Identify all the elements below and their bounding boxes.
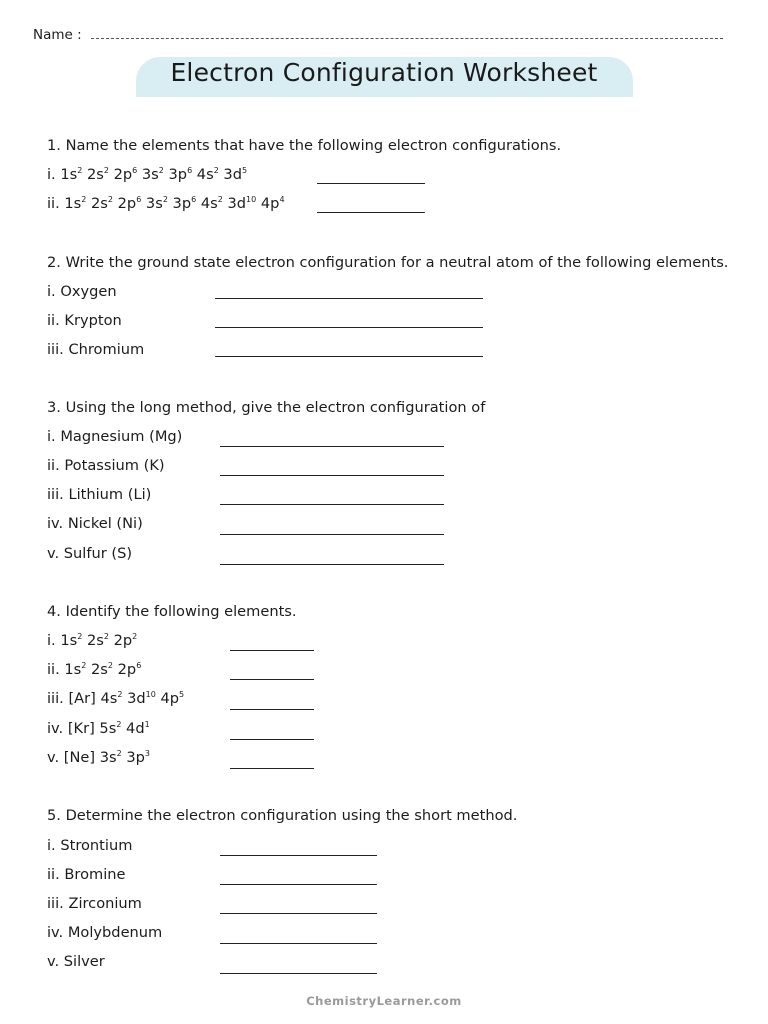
q2-item-2: ii. Krypton [47, 312, 122, 329]
q3-answer-line-2[interactable] [220, 475, 444, 476]
footer-credit: ChemistryLearner.com [306, 994, 462, 1008]
worksheet-title: Electron Configuration Worksheet [170, 58, 598, 87]
q1-answer-line-2[interactable] [317, 212, 425, 213]
q3-answer-line-3[interactable] [220, 504, 444, 505]
question-5: 5. Determine the electron configuration using the short method. [47, 807, 518, 824]
name-row [33, 27, 723, 47]
q4-item-5: v. [Ne] $3s^2$ $3p^3$ [47, 749, 150, 766]
q5-answer-line-3[interactable] [220, 913, 377, 914]
question-3: 3. Using the long method, give the electron configuration of [47, 399, 486, 416]
q3-answer-line-4[interactable] [220, 534, 444, 535]
q2-item-3: iii. Chromium [47, 341, 145, 358]
q5-item-4: iv. Molybdenum [47, 924, 163, 941]
q4-item-4: iv. [Kr] $5s^2$ $4d^1$ [47, 720, 150, 737]
question-4: 4. Identify the following elements. [47, 603, 297, 620]
name-label: Name : [33, 27, 82, 43]
q1-item-2: ii. $1s^2$ $2s^2$ $2p^6$ $3s^2$ $3p^6$ $4s^2$ $3d^{10}$ $4p^4$ [47, 195, 285, 212]
q5-item-1: i. Strontium [47, 837, 133, 854]
q4-answer-line-3[interactable] [230, 709, 314, 710]
q3-item-2: ii. Potassium (K) [47, 457, 165, 474]
q2-item-1: i. Oxygen [47, 283, 117, 300]
q3-answer-line-5[interactable] [220, 564, 444, 565]
q3-item-1: i. Magnesium (Mg) [47, 428, 183, 445]
q3-item-3: iii. Lithium (Li) [47, 486, 152, 503]
q5-answer-line-1[interactable] [220, 855, 377, 856]
q4-item-3: iii. [Ar] $4s^2$ $3d^{10}$ $4p^5$ [47, 690, 185, 707]
q5-answer-line-2[interactable] [220, 884, 377, 885]
q3-item-5: v. Sulfur (S) [47, 545, 133, 562]
q5-item-2: ii. Bromine [47, 866, 126, 883]
q1-item-1: i. $1s^2$ $2s^2$ $2p^6$ $3s^2$ $3p^6$ $4s^2$ $3d^5$ [47, 166, 248, 183]
q5-item-3: iii. Zirconium [47, 895, 142, 912]
q5-item-5: v. Silver [47, 953, 105, 970]
q4-answer-line-1[interactable] [230, 650, 314, 651]
q4-answer-line-2[interactable] [230, 679, 314, 680]
q1-answer-line-1[interactable] [317, 183, 425, 184]
q4-item-1: i. $1s^2$ $2s^2$ $2p^2$ [47, 632, 138, 649]
q5-answer-line-5[interactable] [220, 973, 377, 974]
q2-answer-line-2[interactable] [215, 327, 483, 328]
question-2: 2. Write the ground state electron configuration for a neutral atom of the following elements. [47, 254, 729, 271]
q5-answer-line-4[interactable] [220, 943, 377, 944]
q4-answer-line-4[interactable] [230, 739, 314, 740]
q3-answer-line-1[interactable] [220, 446, 444, 447]
q2-answer-line-1[interactable] [215, 298, 483, 299]
q4-answer-line-5[interactable] [230, 768, 314, 769]
q3-item-4: iv. Nickel (Ni) [47, 515, 143, 532]
question-1: 1. Name the elements that have the following electron configurations. [47, 137, 562, 154]
q4-item-2: ii. $1s^2$ $2s^2$ $2p^6$ [47, 661, 142, 678]
q2-answer-line-3[interactable] [215, 356, 483, 357]
name-answer-line[interactable] [91, 38, 723, 39]
